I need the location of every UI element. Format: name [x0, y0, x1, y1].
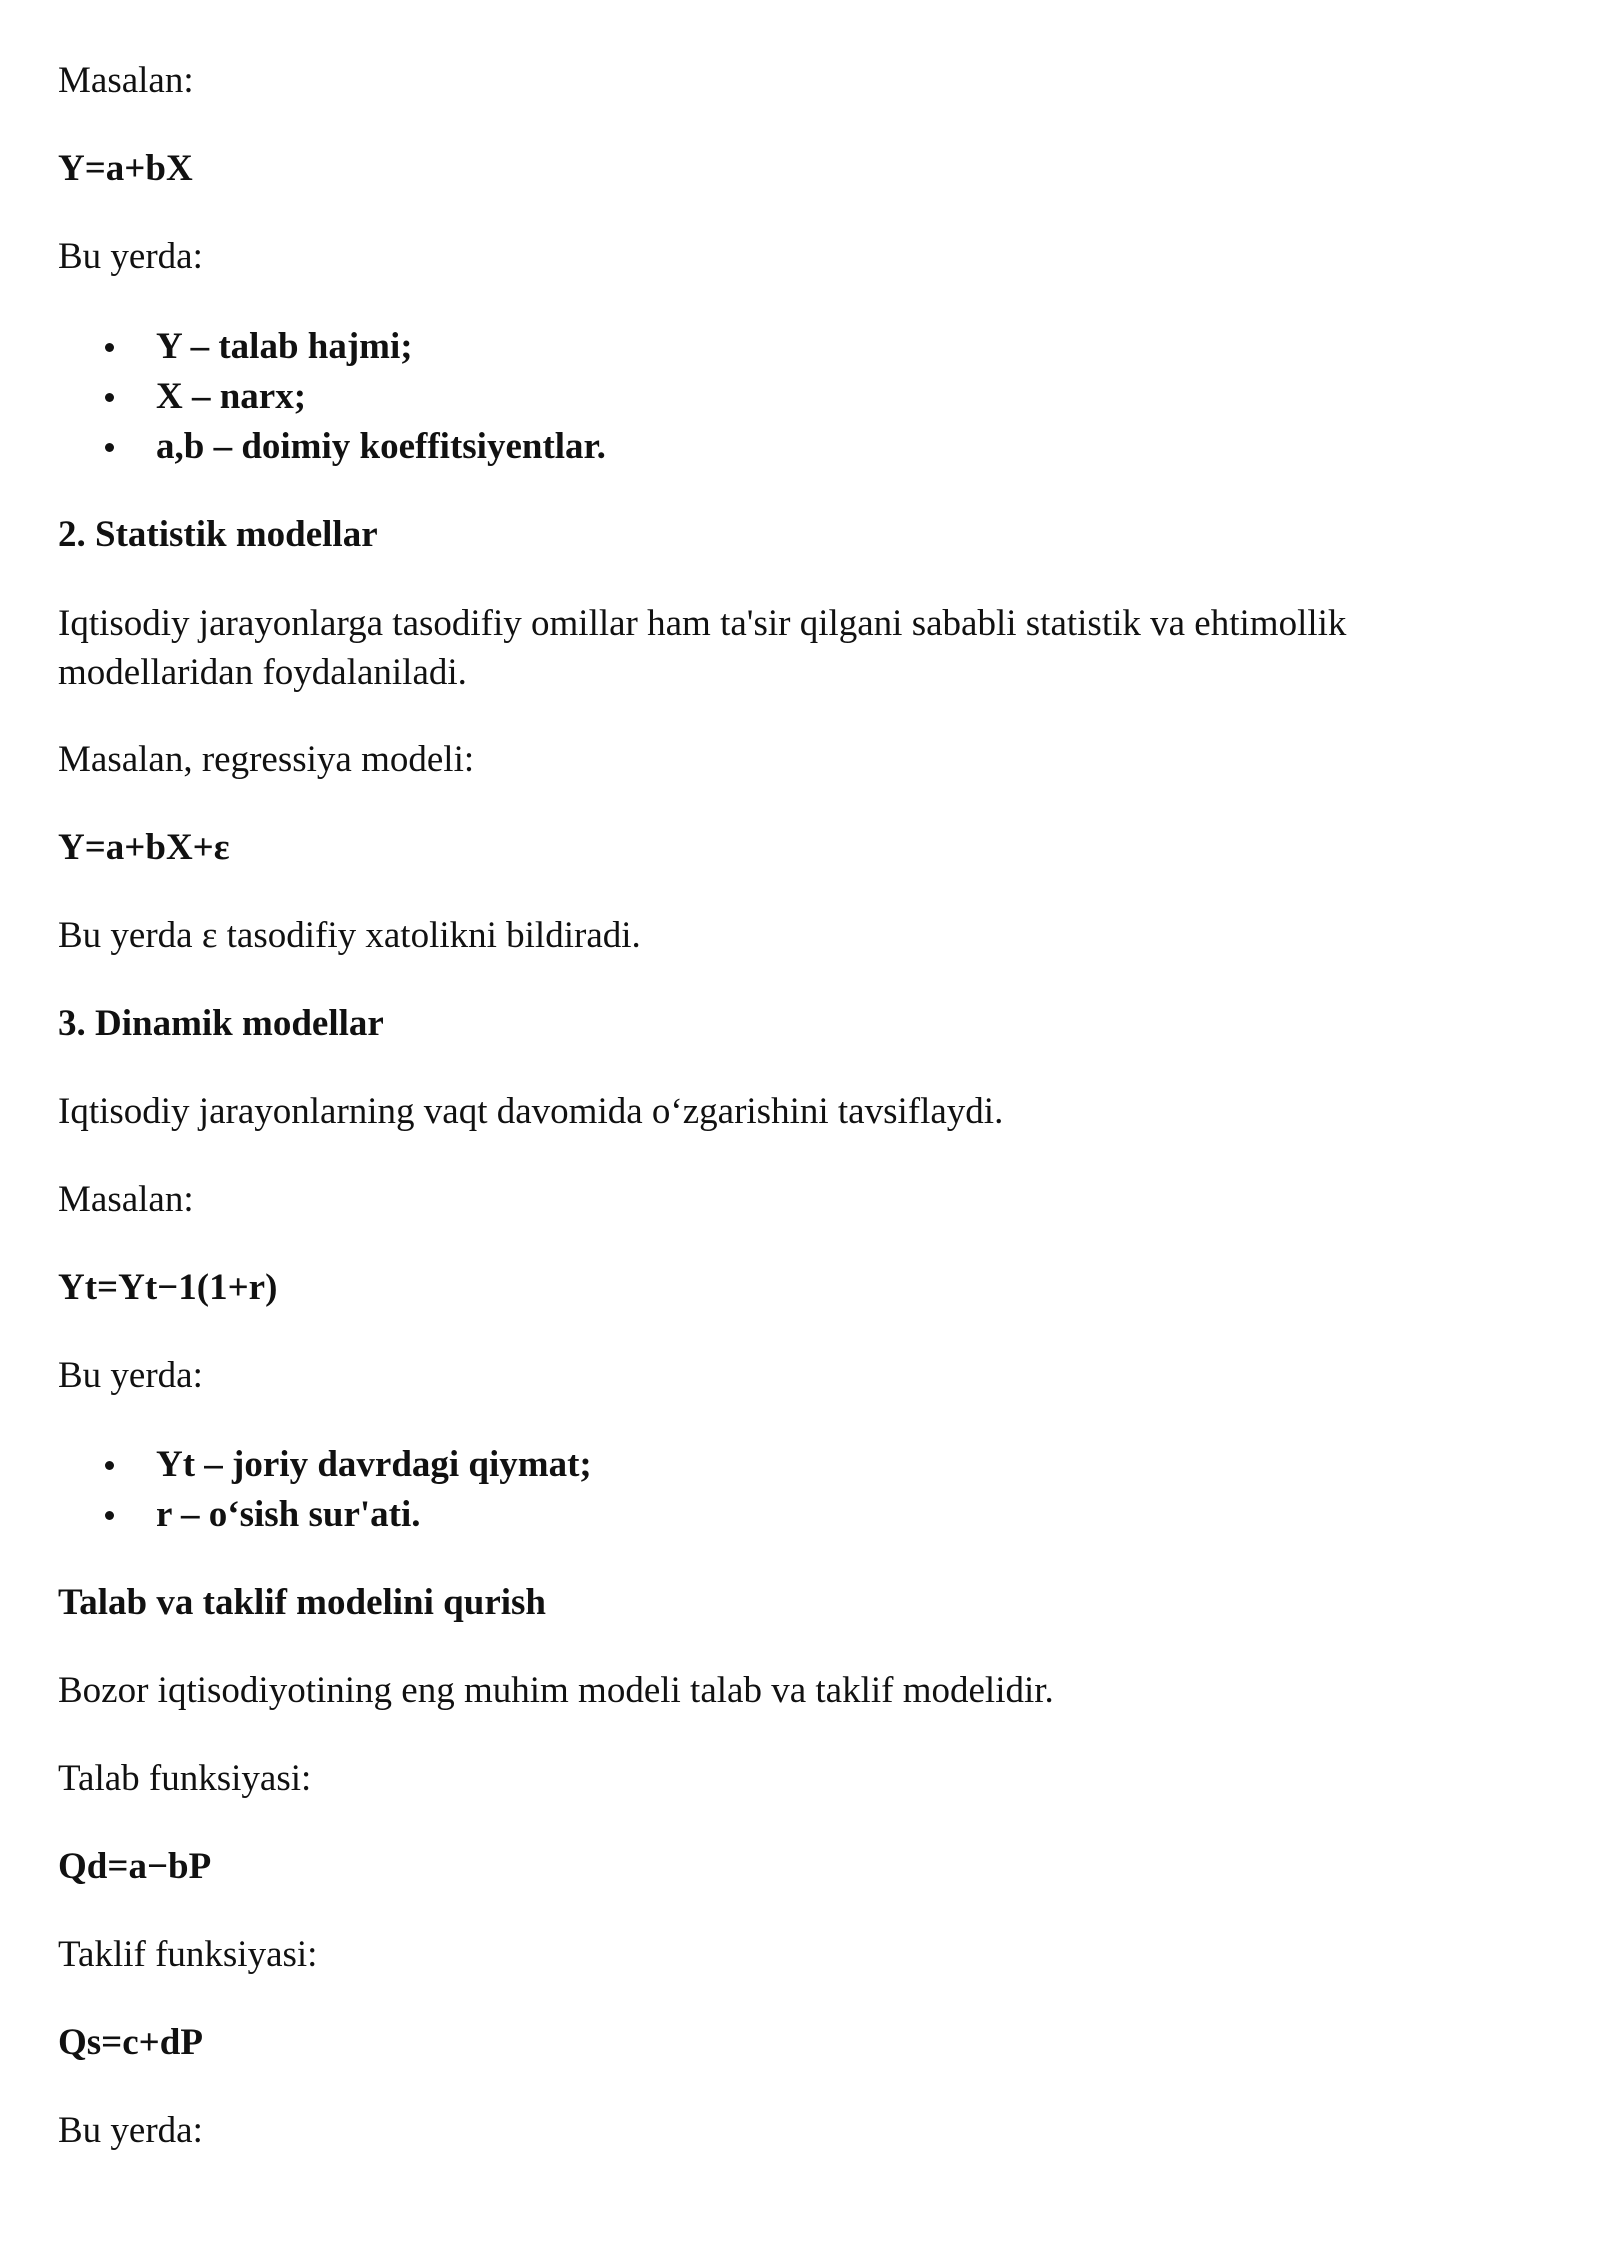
paragraph-bu-yerda: Bu yerda:	[58, 236, 203, 277]
paragraph-statistik: Iqtisodiy jarayonlarga tasodifiy omillar ham ta'sir qilgani sababli statistik va ehtimollik modellaridan foydalaniladi.	[58, 603, 1347, 693]
list-item: X – narx;	[58, 372, 606, 422]
list-item: a,b – doimiy koeffitsiyentlar.	[58, 422, 606, 472]
paragraph-epsilon: Bu yerda ε tasodifiy xatolikni bildiradi.	[58, 915, 641, 956]
list-item: r – o‘sish sur'ati.	[58, 1490, 592, 1540]
variable-list-dynamic	[58, 1440, 592, 1540]
paragraph-masalan-2: Masalan:	[58, 1179, 194, 1220]
section-heading-statistik: 2. Statistik modellar	[58, 514, 378, 555]
paragraph-bu-yerda-2: Bu yerda:	[58, 1355, 203, 1396]
section-heading-dinamik: 3. Dinamik modellar	[58, 1003, 384, 1044]
formula-demand: Qd=a−bP	[58, 1846, 212, 1887]
list-item: Yt – joriy davrdagi qiymat;	[58, 1440, 592, 1490]
list-item: Y – talab hajmi;	[58, 322, 606, 372]
paragraph-talab-funksiyasi: Talab funksiyasi:	[58, 1758, 312, 1799]
paragraph-bozor: Bozor iqtisodiyotining eng muhim modeli talab va taklif modelidir.	[58, 1670, 1054, 1711]
formula-linear: Y=a+bX	[58, 148, 193, 189]
bullet-icon	[105, 1461, 114, 1470]
paragraph-bu-yerda-3: Bu yerda:	[58, 2110, 203, 2151]
paragraph-masalan: Masalan:	[58, 60, 194, 101]
paragraph-dinamik: Iqtisodiy jarayonlarning vaqt davomida o‘zgarishini tavsiflaydi.	[58, 1091, 1004, 1132]
paragraph-taklif-funksiyasi: Taklif funksiyasi:	[58, 1934, 318, 1975]
section-heading-talab-taklif: Talab va taklif modelini qurish	[58, 1582, 546, 1623]
bullet-icon	[105, 1511, 114, 1520]
formula-regression: Y=a+bX+ε	[58, 827, 230, 868]
formula-dynamic: Yt=Yt−1(1+r)	[58, 1267, 278, 1308]
bullet-icon	[105, 443, 114, 452]
bullet-icon	[105, 343, 114, 352]
variable-list-linear	[58, 322, 606, 472]
bullet-icon	[105, 393, 114, 402]
paragraph-regressiya: Masalan, regressiya modeli:	[58, 739, 475, 780]
formula-supply: Qs=c+dP	[58, 2022, 203, 2063]
